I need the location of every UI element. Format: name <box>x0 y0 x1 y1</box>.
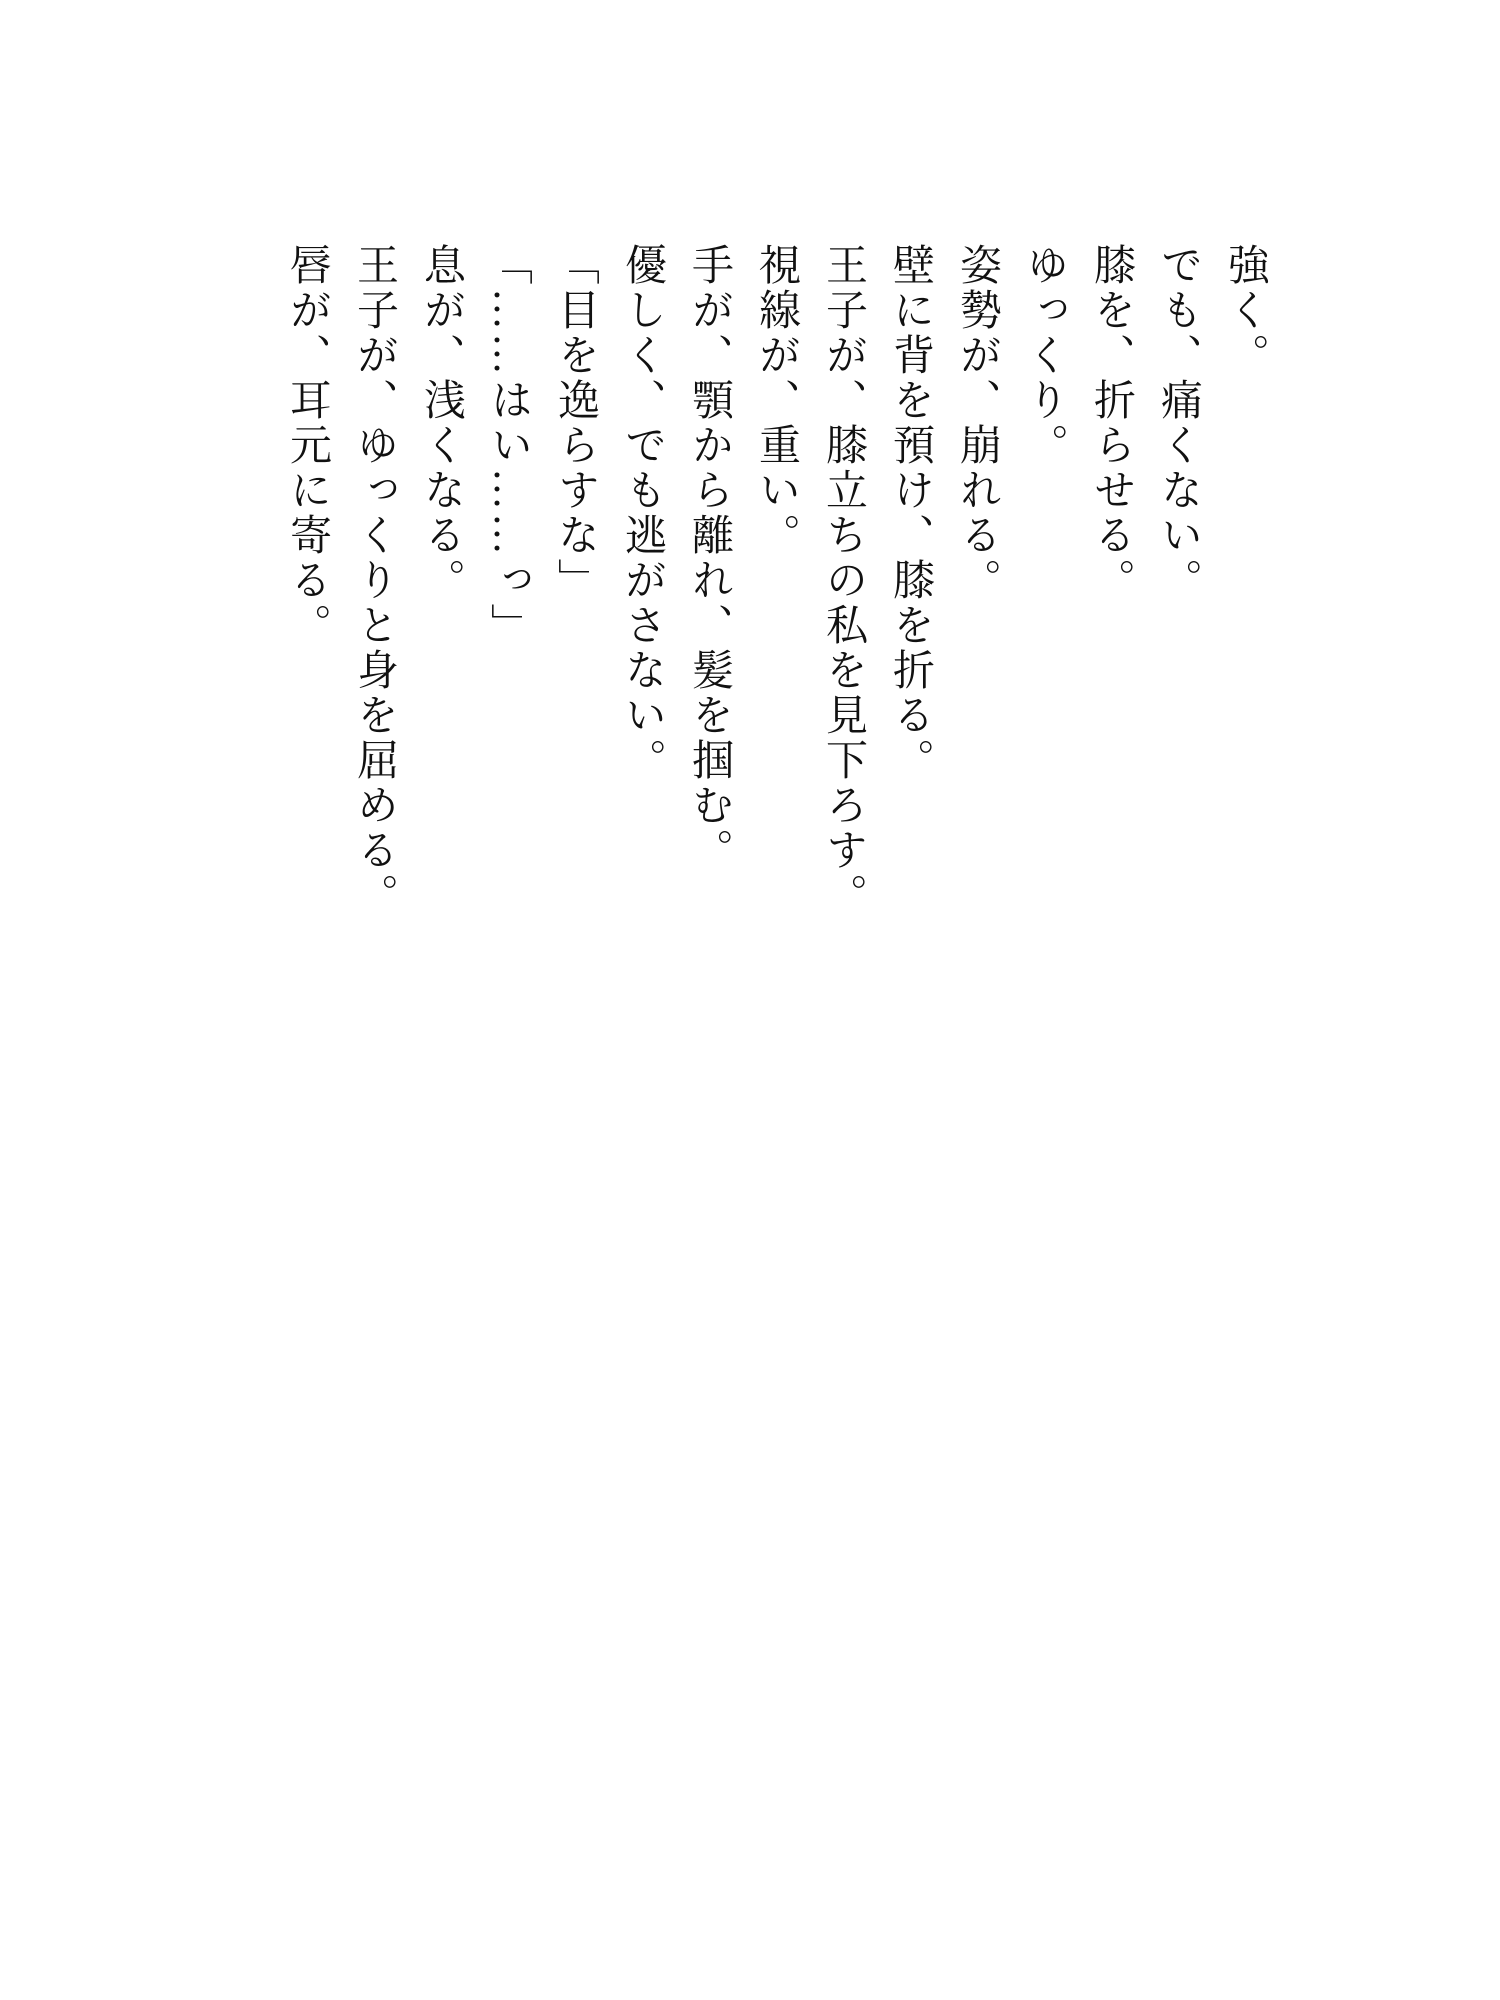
text-line: 強く。 <box>1222 243 1268 378</box>
vertical-text-block <box>273 243 1278 953</box>
text-line: 唇が、耳元に寄る。 <box>284 243 330 648</box>
text-line: 壁に背を預け、膝を折る。 <box>887 243 933 783</box>
text-line: 膝を、折らせる。 <box>1088 243 1134 603</box>
text-line: 息が、浅くなる。 <box>418 243 464 603</box>
text-line: 視線が、重い。 <box>753 243 799 558</box>
text-line: 姿勢が、崩れる。 <box>954 243 1000 603</box>
text-line: でも、痛くない。 <box>1155 243 1201 603</box>
text-line: 王子が、ゆっくりと身を屈める。 <box>351 243 397 918</box>
text-line: 王子が、膝立ちの私を見下ろす。 <box>820 243 866 918</box>
dialogue-line: 「目を逸らすな」 <box>552 243 598 603</box>
text-line: 手が、顎から離れ、髪を掴む。 <box>686 243 732 873</box>
dialogue-line: 「……はい……っ」 <box>485 243 531 648</box>
text-line: ゆっくり。 <box>1021 243 1067 468</box>
text-line: 優しく、でも逃がさない。 <box>619 243 665 783</box>
